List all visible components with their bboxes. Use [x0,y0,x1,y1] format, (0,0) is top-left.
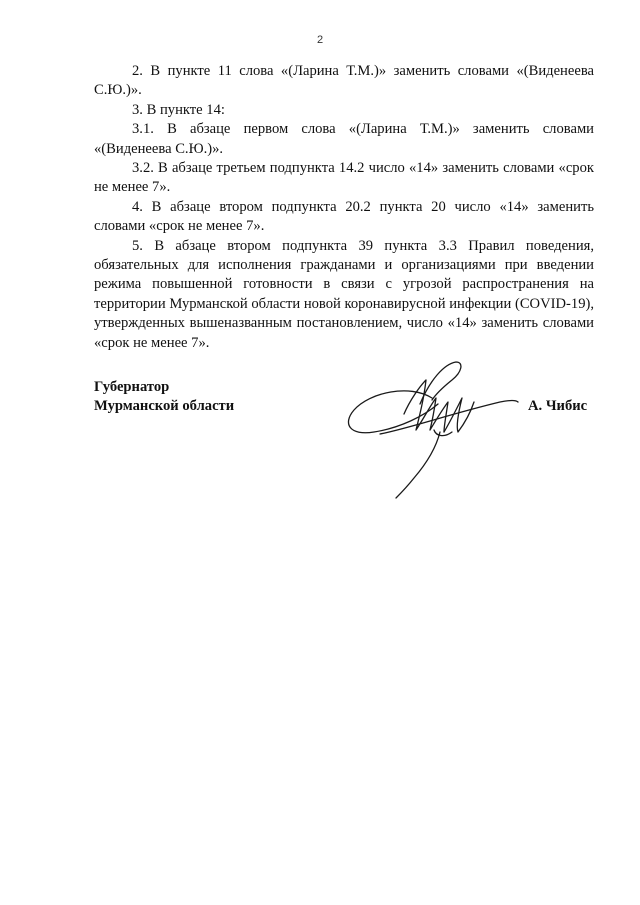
document-body [94,62,594,353]
handwritten-signature [340,340,530,500]
paragraph-item-3: 3. В пункте 14: [132,101,225,118]
page-number: 2 [316,34,324,46]
position-title-line1: Губернатор [94,379,170,395]
paragraph-item-2: 2. В пункте 11 слова «(Ларина Т.М.)» заменить словами «(Виденеева С.Ю.)». [94,63,594,99]
signer-name: А. Чибис [528,398,588,414]
paragraph-item-3-2: 3.2. В абзаце третьем подпункта 14.2 число «14» заменить словами «срок не менее 7». [94,160,594,196]
paragraph-item-5: 5. В абзаце втором подпункта 39 пункта 3.3 Правил поведения, обязательных для исполнения гражданами и организациями при введении режима повышенной готовности в связи с угрозой распространения на территории Мурманской области новой коронавирусной инфекции (COVID-19), утвержденных вышеназванным постановлением, число «14» заменить словами «срок не менее 7». [94,237,594,351]
signatory-position [94,378,234,417]
position-title-line2: Мурманской области [94,398,235,415]
paragraph-item-4: 4. В абзаце втором подпункта 20.2 пункта 20 число «14» заменить словами «срок не менее 7». [94,198,594,235]
paragraph-item-3-1: 3.1. В абзаце первом слова «(Ларина Т.М.)» заменить словами «(Виденеева С.Ю.)». [94,121,594,157]
